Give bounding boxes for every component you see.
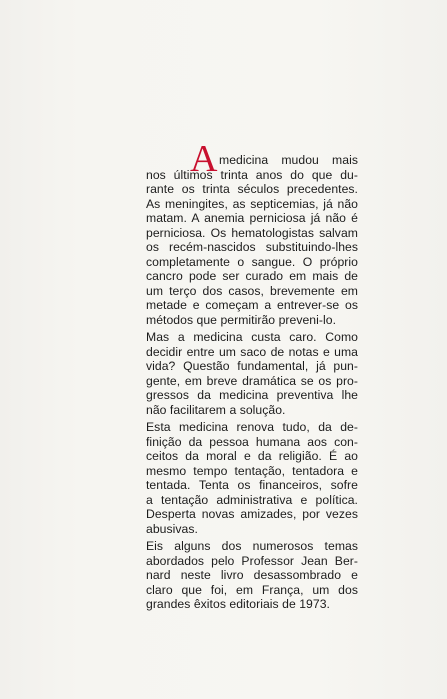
text-line: perniciosa. Os hematologistas salvam — [146, 225, 358, 240]
paragraph-3 — [146, 420, 358, 536]
text-line: As meningites, as septicemias, já não — [146, 196, 358, 211]
text-line: a tentação administrativa e política. — [146, 492, 358, 507]
text-line: matam. A anemia perniciosa já não é — [146, 211, 358, 225]
text-line: gente, em breve dramática se os pro- — [146, 373, 358, 388]
text-line: mesmo tempo tentação, tentadora e — [146, 463, 358, 478]
text-line: Eis alguns dos numerosos temas — [146, 539, 358, 553]
text-line: tentada. Tenta os financeiros, sofre — [146, 478, 358, 492]
paragraph-4 — [146, 539, 358, 612]
paragraph-1 — [146, 138, 358, 327]
text-line: rante os trinta séculos precedentes. — [146, 182, 358, 196]
text-line: gressos da medicina preventiva lhe — [146, 388, 358, 402]
text-line: completamente o sangue. O próprio — [146, 254, 358, 269]
text-line: ceitos da moral e da religião. É ao — [146, 449, 358, 463]
text-line: métodos que permitirão preveni-lo. — [146, 312, 337, 327]
drop-cap: A — [190, 138, 218, 180]
text-line: medicina mudou mais — [219, 153, 358, 167]
text-line: grandes êxitos editoriais de 1973. — [146, 597, 330, 611]
text-line: nard neste livro desassombrado e — [146, 568, 358, 582]
text-line: os recém-nascidos substituindo-lhes — [146, 240, 358, 254]
text-line: decidir entre um saco de notas e uma — [146, 344, 358, 359]
text-line: abordados pelo Professor Jean Ber- — [146, 553, 358, 568]
text-line: claro que foi, em França, um dos — [146, 582, 358, 597]
text-line: um terço dos casos, brevemente em — [146, 283, 358, 298]
text-line: vida? Questão fundamental, já pun- — [146, 359, 358, 373]
text-line: metade e começam a entrever-se os — [146, 298, 358, 312]
text-line: cancro pode ser curado em mais de — [146, 269, 358, 283]
text-line: abusivas. — [146, 521, 198, 536]
text-line: Esta medicina renova tudo, da de- — [146, 420, 358, 434]
paragraph-2 — [146, 330, 358, 417]
text-line: Desperta novas amizades, por vezes — [146, 507, 358, 521]
text-line: não facilitarem a solução. — [146, 402, 286, 417]
text-line: Mas a medicina custa caro. Como — [146, 330, 358, 344]
text-line: nos últimos trinta anos do que du- — [146, 167, 358, 182]
text-line: finição da pessoa humana aos con- — [146, 434, 358, 449]
blurb-text — [146, 138, 358, 612]
